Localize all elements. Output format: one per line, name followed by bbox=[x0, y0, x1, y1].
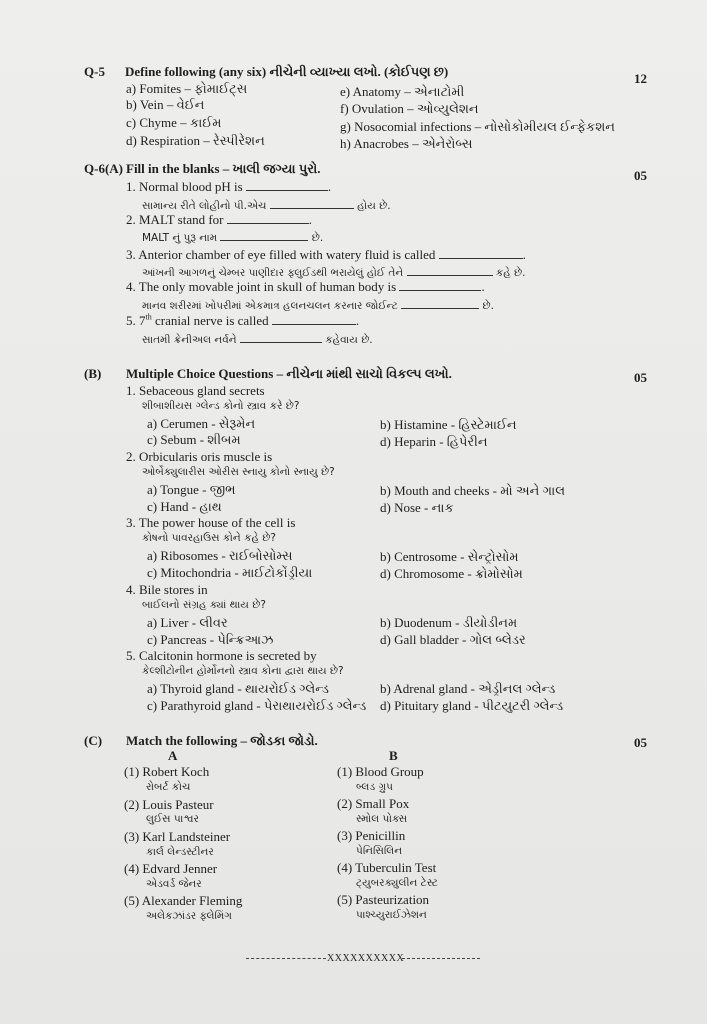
q6a-item-1-gu: સામાન્ય રીતે લોહીનો પી.એચ હોય છે. bbox=[142, 197, 391, 214]
match-right-4: (4) Tuberculin Test bbox=[337, 860, 437, 875]
mcq-3-option-d[interactable]: d) Chromosome - ક્રોમોસોમ bbox=[380, 566, 523, 581]
mcq-3-option-b[interactable]: b) Centrosome - સેન્ટ્રોસોમ bbox=[380, 549, 519, 564]
match-left-5: (5) Alexander Fleming bbox=[124, 893, 243, 908]
q6c-title: Match the following – જોડકા જોડો. bbox=[126, 733, 318, 748]
mcq-5-option-a[interactable]: a) Thyroid gland - થાયરોઈડ ગ્લેન્ડ bbox=[147, 681, 329, 696]
mcq-4-question-gu: બાઈલનો સંગ્રહ ક્યાં થાય છે? bbox=[142, 599, 266, 611]
match-right-1: (1) Blood Group bbox=[337, 764, 424, 779]
mcq-4-option-a[interactable]: a) Liver - લીવર bbox=[147, 615, 228, 630]
mcq-2-option-d[interactable]: d) Nose - નાક bbox=[380, 500, 454, 515]
q6a-marks: 05 bbox=[634, 168, 647, 183]
match-left-4: (4) Edvard Jenner bbox=[124, 861, 218, 876]
q6a-number: Q-6(A) bbox=[84, 161, 123, 176]
q5-item-h: h) Anacrobes – એનેરોબ્સ bbox=[340, 136, 473, 151]
mcq-4-option-d[interactable]: d) Gall bladder - ગોલ બ્લેડર bbox=[380, 632, 526, 647]
match-right-5-gu: પાશ્ચ્યુરાઈઝેશન bbox=[356, 909, 427, 921]
match-left-1-gu: રોબર્ટ કોચ bbox=[146, 781, 191, 793]
answer-blank[interactable] bbox=[401, 297, 479, 309]
mcq-1-option-d[interactable]: d) Heparin - હિપેરીન bbox=[380, 434, 488, 449]
mcq-5-option-b[interactable]: b) Adrenal gland - એડ્રીનલ ગ્લેન્ડ bbox=[380, 681, 556, 696]
match-right-1-gu: બ્લડ ગ્રુપ bbox=[356, 781, 393, 793]
q6a-item-5-gu: સાતમી ક્રેનીઅલ નર્વને કહેવાય છે. bbox=[142, 331, 373, 348]
footer-end-mark: XXXXXXXXXX bbox=[327, 953, 405, 964]
q5-number: Q-5 bbox=[84, 64, 105, 79]
mcq-1-question: 1. Sebaceous gland secrets bbox=[126, 383, 265, 398]
match-right-5: (5) Pasteurization bbox=[337, 892, 430, 907]
match-right-4-gu: ટ્યુબરક્યુલીન ટેસ્ટ bbox=[356, 877, 439, 889]
q5-item-c: c) Chyme – કાઈમ bbox=[126, 115, 222, 130]
mcq-5-option-c[interactable]: c) Parathyroid gland - પેરાથાયરોઈડ ગ્લેન્ડ bbox=[147, 698, 367, 713]
q5-item-d: d) Respiration – રેસ્પીરેશન bbox=[126, 133, 265, 148]
answer-blank[interactable] bbox=[270, 197, 354, 209]
answer-blank[interactable] bbox=[220, 229, 308, 241]
match-left-5-gu: અલેકઝાંડર ફ્લેમિંગ bbox=[146, 910, 232, 922]
mcq-2-option-a[interactable]: a) Tongue - જીભ bbox=[147, 482, 236, 497]
q6a-item-3-gu: આંખની આગળનું ચેમ્બર પાણીદાર ફ્લુઈડથી ભરાયેલું હોઈ તેને કહે છે. bbox=[142, 264, 526, 281]
match-right-3-gu: પેનિસિલિન bbox=[356, 845, 403, 857]
mcq-2-option-b[interactable]: b) Mouth and cheeks - મો અને ગાલ bbox=[380, 483, 566, 498]
q6a-item-2: 2. MALT stand for . bbox=[126, 212, 312, 227]
match-left-1: (1) Robert Koch bbox=[124, 764, 210, 779]
answer-blank[interactable] bbox=[407, 264, 493, 276]
mcq-5-question-gu: કેલ્શીટોનીન હોર્મોનનો સ્ત્રાવ કોના દ્વારા થાય છે? bbox=[142, 665, 344, 677]
q5-item-g: g) Nosocomial infections – નોસોકોમીયલ ઈન્ફેકશન bbox=[340, 119, 615, 134]
mcq-3-option-c[interactable]: c) Mitochondria - માઈટોકોંડ્રીયા bbox=[147, 565, 313, 580]
q5-item-b: b) Vein – વેઈન bbox=[126, 97, 205, 112]
mcq-4-option-b[interactable]: b) Duodenum - ડીયોડીનમ bbox=[380, 615, 518, 630]
match-left-3-gu: કાર્લ લેન્ડસ્ટીનર bbox=[146, 846, 214, 858]
match-right-2: (2) Small Pox bbox=[337, 796, 410, 811]
mcq-4-option-c[interactable]: c) Pancreas - પેન્ક્રિઆઝ bbox=[147, 632, 274, 647]
q6b-label: (B) bbox=[84, 366, 102, 381]
match-right-2-gu: સ્મોલ પોક્સ bbox=[356, 813, 408, 825]
q6a-item-2-gu: MALT નું પુરૂ નામ છે. bbox=[142, 229, 323, 246]
match-column-a-header: A bbox=[168, 748, 178, 763]
answer-blank[interactable] bbox=[240, 331, 322, 343]
q5-item-a: a) Fomites – ફોમાઈટ્સ bbox=[126, 81, 248, 96]
q6b-title: Multiple Choice Questions – નીચેના માંથી સાચો વિકલ્પ લખો. bbox=[126, 366, 452, 381]
q5-marks: 12 bbox=[634, 71, 647, 86]
q6a-item-5: 5. 7th cranial nerve is called . bbox=[126, 312, 360, 328]
answer-blank[interactable] bbox=[227, 212, 309, 224]
mcq-3-question: 3. The power house of the cell is bbox=[126, 515, 296, 530]
match-left-2-gu: લુઈસ પાશ્વર bbox=[146, 813, 199, 825]
mcq-1-question-gu: શીબાશીયસ ગ્લેન્ડ કોનો સ્ત્રાવ કરે છે? bbox=[142, 400, 300, 412]
q6a-item-3: 3. Anterior chamber of eye filled with watery fluid is called . bbox=[126, 247, 526, 262]
q5-item-e: e) Anatomy – એનાટોમી bbox=[340, 84, 465, 99]
mcq-3-question-gu: કોષનો પાવરહાઉસ કોને કહે છે? bbox=[142, 532, 276, 544]
footer-divider-right bbox=[402, 958, 480, 959]
q5-title: Define following (any six) નીચેની વ્યાખ્યા લખો. (કોઈપણ છ) bbox=[125, 64, 449, 79]
mcq-4-question: 4. Bile stores in bbox=[126, 582, 208, 597]
q5-item-f: f) Ovulation – ઓવ્યુલેશન bbox=[340, 101, 479, 116]
q6c-marks: 05 bbox=[634, 735, 647, 750]
q6a-item-1: 1. Normal blood pH is . bbox=[126, 179, 332, 194]
mcq-5-question: 5. Calcitonin hormone is secreted by bbox=[126, 648, 317, 663]
match-left-4-gu: એડવર્ડ જેનર bbox=[146, 878, 202, 890]
q6a-title: Fill in the blanks – ખાલી જગ્યા પુરો. bbox=[126, 161, 321, 176]
footer-divider-left bbox=[246, 958, 326, 959]
answer-blank[interactable] bbox=[246, 179, 328, 191]
answer-blank[interactable] bbox=[272, 313, 356, 325]
mcq-2-question-gu: ઓર્બેક્યુલારીસ ઓરીસ સ્નાયુ કોનો સ્નાયુ છે? bbox=[142, 466, 335, 478]
match-column-b-header: B bbox=[389, 748, 398, 763]
answer-blank[interactable] bbox=[399, 279, 481, 291]
match-right-3: (3) Penicillin bbox=[337, 828, 406, 843]
mcq-1-option-c[interactable]: c) Sebum - શીબમ bbox=[147, 432, 241, 447]
answer-blank[interactable] bbox=[439, 247, 523, 259]
mcq-2-option-c[interactable]: c) Hand - હાથ bbox=[147, 499, 222, 514]
q6a-item-4-gu: માનવ શરીરમાં ખોપરીમાં એકમાત્ર હલનચલન કરનાર જોઈન્ટ છે. bbox=[142, 297, 494, 314]
q6a-item-4: 4. The only movable joint in skull of human body is . bbox=[126, 279, 485, 294]
q6b-marks: 05 bbox=[634, 370, 647, 385]
mcq-5-option-d[interactable]: d) Pituitary gland - પીટયુટરી ગ્લેન્ડ bbox=[380, 698, 564, 713]
match-left-3: (3) Karl Landsteiner bbox=[124, 829, 231, 844]
q6c-label: (C) bbox=[84, 733, 103, 748]
mcq-2-question: 2. Orbicularis oris muscle is bbox=[126, 449, 273, 464]
mcq-3-option-a[interactable]: a) Ribosomes - રાઈબોસોમ્સ bbox=[147, 548, 293, 563]
match-left-2: (2) Louis Pasteur bbox=[124, 797, 214, 812]
mcq-1-option-a[interactable]: a) Cerumen - સેરૂમેન bbox=[147, 416, 256, 431]
mcq-1-option-b[interactable]: b) Histamine - હિસ્ટેમાઈન bbox=[380, 417, 517, 432]
